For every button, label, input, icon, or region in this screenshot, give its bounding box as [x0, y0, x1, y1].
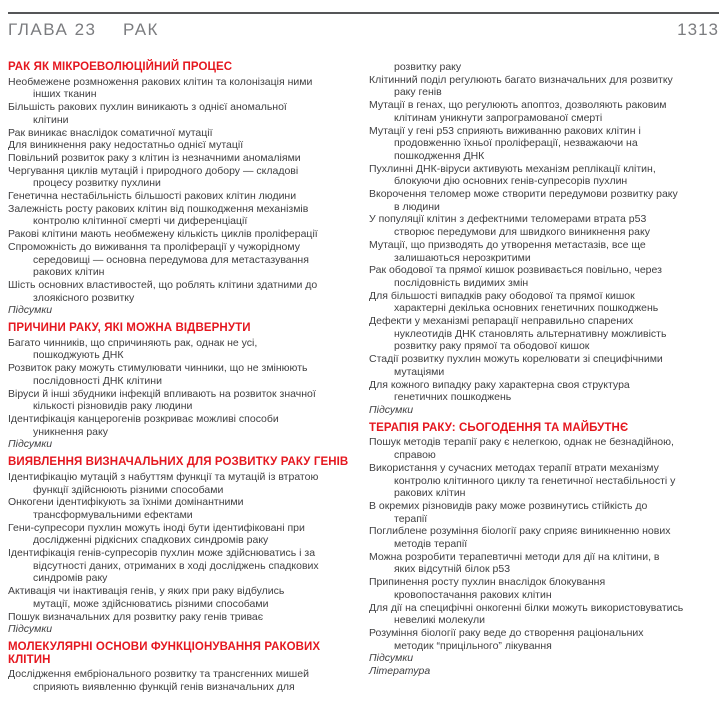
- toc-line: Шість основних властивостей, що роблять клітини здатними до: [8, 278, 318, 291]
- toc-entry: [8, 471, 358, 496]
- toc-entry: [8, 496, 358, 521]
- toc-line: в людини: [394, 200, 440, 213]
- toc-line: Ракові клітини мають необмежену кількість циклів проліферації: [8, 228, 318, 241]
- toc-line: Рак виникає внаслідок соматичної мутації: [8, 126, 213, 139]
- toc-line: Ідентифікація канцерогенів розкриває можливі способи: [8, 412, 279, 425]
- toc-line: Спроможність до виживання та проліферації у чужорідному: [8, 240, 300, 253]
- toc-line: терапії: [394, 512, 428, 525]
- toc-line: справою: [394, 449, 436, 462]
- toc-line: залишаються нерозкритими: [394, 251, 531, 264]
- toc-entry: [8, 139, 358, 152]
- toc-line: пошкоджують ДНК: [33, 349, 124, 362]
- toc-entry: [369, 379, 719, 404]
- toc-line: Генетична нестабільність більшості ракових клітин людини: [8, 190, 297, 203]
- toc-entry: [8, 241, 358, 279]
- toc-entry: [369, 99, 719, 124]
- summary-entry: [369, 652, 719, 665]
- summary-entry: [8, 304, 358, 317]
- toc-line: Розуміння біології раку веде до створення раціональних: [369, 626, 644, 639]
- toc-line: Необмежене розмноження ракових клітин та колонізація ними: [8, 75, 313, 88]
- toc-line: Рак ободової та прямої кишок розвивається повільно, через: [369, 264, 662, 277]
- toc-line: Ідентифікацію мутацій з набуттям функції та мутацій із втратою: [8, 470, 319, 483]
- toc-entry: [8, 585, 358, 610]
- toc-entry: [8, 127, 358, 140]
- toc-entry: [369, 213, 719, 238]
- toc-line: Чергування циклів мутацій і природного добору — складові: [8, 164, 299, 177]
- toc-line: пошкодження ДНК: [394, 149, 485, 162]
- toc-line: невеликі молекули: [394, 614, 485, 627]
- toc-line: синдромів раку: [33, 572, 108, 585]
- toc-entry: [369, 125, 719, 163]
- page-number: 1313: [677, 20, 719, 39]
- toc-line: трансформувальними ефектами: [33, 508, 193, 521]
- toc-line: ПРИЧИНИ РАКУ, ЯКІ МОЖНА ВІДВЕРНУТИ: [8, 322, 251, 335]
- toc-entry: [8, 228, 358, 241]
- toc-line: Залежність росту ракових клітин від пошкодження механізмів: [8, 202, 309, 215]
- toc-line: ракових клітин: [33, 266, 105, 279]
- toc-line: продовженню їхньої проліферації, незважаючи на: [394, 137, 638, 150]
- toc-column-left: [8, 61, 358, 694]
- toc-line: мутації, може здійснюватись різними способами: [33, 597, 269, 610]
- toc-entry: [369, 576, 719, 601]
- toc-line: Клітинний поділ регулюють багато визначальних для розвитку: [369, 73, 673, 86]
- toc-line: Підсумки: [369, 652, 414, 665]
- toc-line: Повільний розвиток раку з клітин із незначними аномаліями: [8, 151, 301, 164]
- toc-entry: [8, 547, 358, 585]
- running-header: [8, 20, 719, 40]
- toc-entry: [369, 500, 719, 525]
- toc-entry: [8, 413, 358, 438]
- toc-line: Вкорочення теломер може створити передумови розвитку раку: [369, 188, 678, 201]
- toc-entry: [369, 315, 719, 353]
- table-of-contents: [8, 61, 719, 694]
- toc-entry: [369, 239, 719, 264]
- toc-line: Мутації, що призводять до утворення метастазів, все ще: [369, 238, 646, 251]
- toc-entry: [8, 522, 358, 547]
- toc-entry: [369, 188, 719, 213]
- toc-line: Література: [369, 665, 431, 678]
- toc-line: блокуючи дію основних генів-супресорів пухлин: [394, 175, 628, 188]
- toc-entry: [369, 602, 719, 627]
- summary-entry: [369, 665, 719, 678]
- toc-line: ракових клітин: [394, 487, 466, 500]
- toc-line: функції здійснюють різними способами: [33, 483, 224, 496]
- toc-line: Мутації в генах, що регулюють апоптоз, дозволяють раковим: [369, 99, 667, 112]
- toc-line: інших тканин: [33, 88, 97, 101]
- toc-line: дослідженні рідкісних спадкових синдромів раку: [33, 534, 269, 547]
- toc-line: Більшість ракових пухлин виникають з однієї аномальної: [8, 101, 287, 114]
- section-heading: [8, 641, 358, 666]
- toc-line: У популяції клітин з дефектними теломерами втрата p53: [369, 213, 647, 226]
- toc-line: Підсумки: [8, 304, 53, 317]
- toc-entry: [369, 163, 719, 188]
- chapter-title: РАК: [123, 20, 159, 39]
- toc-line: Для виникнення раку недостатньо однієї мутації: [8, 139, 244, 152]
- toc-line: Поглиблене розуміння біології раку сприяє виникненню нових: [369, 525, 671, 538]
- toc-line: В окремих різновидів раку може розвинутись стійкість до: [369, 499, 648, 512]
- toc-line: розвитку раку прямої та ободової кишок: [394, 340, 590, 353]
- toc-line: Для дії на специфічні онкогенні білки можуть використовуватись: [369, 601, 684, 614]
- toc-entry: [8, 668, 358, 693]
- toc-line: яких відсутній білок p53: [394, 563, 511, 576]
- toc-line: ТЕРАПІЯ РАКУ: СЬОГОДЕННЯ ТА МАЙБУТНЄ: [369, 421, 629, 434]
- toc-entry: [8, 337, 358, 362]
- toc-line: Дослідження ембріонального розвитку та трансгенних мишей: [8, 668, 309, 681]
- toc-line: Для більшості випадків раку ободової та прямої кишок: [369, 289, 635, 302]
- toc-entry: [8, 362, 358, 387]
- toc-entry: [8, 76, 358, 101]
- chapter-label: ГЛАВА 23: [8, 20, 97, 39]
- toc-entry: [369, 462, 719, 500]
- toc-line: послідовності ДНК клітини: [33, 374, 162, 387]
- toc-line: створює передумови для швидкого виникнення раку: [394, 226, 650, 239]
- toc-entry: [369, 551, 719, 576]
- toc-column-right: [369, 61, 719, 694]
- toc-line: Гени-супресори пухлин можуть іноді бути ідентифіковані при: [8, 521, 305, 534]
- toc-entry: [369, 436, 719, 461]
- toc-line: Для кожного випадку раку характерна своя структура: [369, 378, 630, 391]
- toc-line: Розвиток раку можуть стимулювати чинники, що не змінюють: [8, 362, 308, 375]
- toc-entry: [369, 74, 719, 99]
- toc-line: Можна розробити терапевтичні методи для дії на клітини, в: [369, 550, 660, 563]
- toc-line: Ідентифікація генів-супресорів пухлин може здійснюватись і за: [8, 547, 316, 560]
- toc-entry: [369, 525, 719, 550]
- toc-line: клітини: [33, 113, 69, 126]
- toc-entry: [8, 279, 358, 304]
- toc-line: Стадії розвитку пухлин можуть корелювати зі специфічними: [369, 353, 663, 366]
- toc-line: Пошук визначальних для розвитку раку генів триває: [8, 610, 264, 623]
- toc-line: злоякісного розвитку: [33, 291, 135, 304]
- toc-line: Підсумки: [8, 438, 53, 451]
- toc-entry: [369, 264, 719, 289]
- toc-line: Активація чи інактивація генів, у яких при раку відбулись: [8, 585, 285, 598]
- toc-line: Пошук методів терапії раку є нелегкою, однак не безнадійною,: [369, 436, 674, 449]
- toc-line: Припинення росту пухлин внаслідок блокування: [369, 576, 606, 589]
- toc-line: клітинам уникнути запрограмованої смерті: [394, 111, 603, 124]
- summary-entry: [8, 438, 358, 451]
- toc-line: процесу розвитку пухлини: [33, 177, 161, 190]
- toc-line: РАК ЯК МІКРОЕВОЛЮЦІЙНИЙ ПРОЦЕС: [8, 61, 233, 73]
- header-rule: [8, 12, 719, 14]
- toc-line: Дефекти у механізмі репарації неправильно спарених: [369, 315, 634, 328]
- toc-line: уникнення раку: [33, 425, 108, 438]
- toc-line: Використання у сучасних методах терапії втрати механізму: [369, 461, 659, 474]
- toc-line: Мутації у гені p53 сприяють виживанню ракових клітин і: [369, 124, 641, 137]
- toc-entry: [369, 353, 719, 378]
- toc-line: середовищі — основна передумова для метастазування: [33, 253, 309, 266]
- toc-line: Пухлинні ДНК-віруси активують механізм реплікації клітин,: [369, 162, 656, 175]
- toc-line: Підсумки: [369, 403, 414, 416]
- toc-line: Віруси й інші збудники інфекцій впливають на розвиток значної: [8, 387, 316, 400]
- toc-line: послідовність видимих змін: [394, 276, 529, 289]
- toc-entry: [8, 101, 358, 126]
- toc-line: генетичних пошкоджень: [394, 391, 512, 404]
- toc-line: методик “прицільного” лікування: [394, 639, 552, 652]
- toc-line: відсутності даних, отриманих в ході досліджень спадкових: [33, 559, 319, 572]
- toc-entry: [369, 290, 719, 315]
- toc-line: ВИЯВЛЕННЯ ВИЗНАЧАЛЬНИХ ДЛЯ РОЗВИТКУ РАКУ ГЕНІВ: [8, 456, 349, 469]
- summary-entry: [8, 623, 358, 636]
- toc-entry: [8, 203, 358, 228]
- toc-line: Онкогени ідентифікують за їхніми домінантними: [8, 496, 244, 509]
- summary-entry: [369, 404, 719, 417]
- toc-line: мутаціями: [394, 365, 445, 378]
- toc-line: МОЛЕКУЛЯРНІ ОСНОВИ ФУНКЦІОНУВАННЯ РАКОВИХ: [8, 640, 321, 653]
- toc-entry: [8, 190, 358, 203]
- toc-line: кількості різновидів раку людини: [33, 400, 193, 413]
- toc-line: контролю клітинного циклу та генетичної нестабільності у: [394, 474, 676, 487]
- toc-line: контролю клітинної смерті чи диференціації: [33, 215, 248, 228]
- toc-entry: [8, 388, 358, 413]
- toc-entry: [8, 611, 358, 624]
- toc-entry: [8, 165, 358, 190]
- section-heading: [8, 322, 358, 335]
- toc-line: кровопостачання ракових клітин: [394, 588, 552, 601]
- section-heading: [8, 61, 358, 74]
- toc-line: Підсумки: [8, 623, 53, 636]
- toc-line: методів терапії: [394, 538, 468, 551]
- toc-line: раку генів: [394, 86, 442, 99]
- toc-line: КЛІТИН: [8, 653, 51, 666]
- toc-line: характерні декілька основних генетичних пошкоджень: [394, 302, 659, 315]
- toc-line: нуклеотидів ДНК становлять альтернативну можливість: [394, 327, 667, 340]
- toc-entry-continuation: [369, 61, 719, 74]
- toc-line: розвитку раку: [394, 61, 462, 73]
- section-heading: [369, 422, 719, 435]
- toc-entry: [369, 627, 719, 652]
- toc-line: Багато чинників, що спричиняють рак, однак не усі,: [8, 336, 258, 349]
- toc-entry: [8, 152, 358, 165]
- section-heading: [8, 456, 358, 469]
- toc-line: сприяють виявленню функцій генів визначальних для: [33, 681, 295, 694]
